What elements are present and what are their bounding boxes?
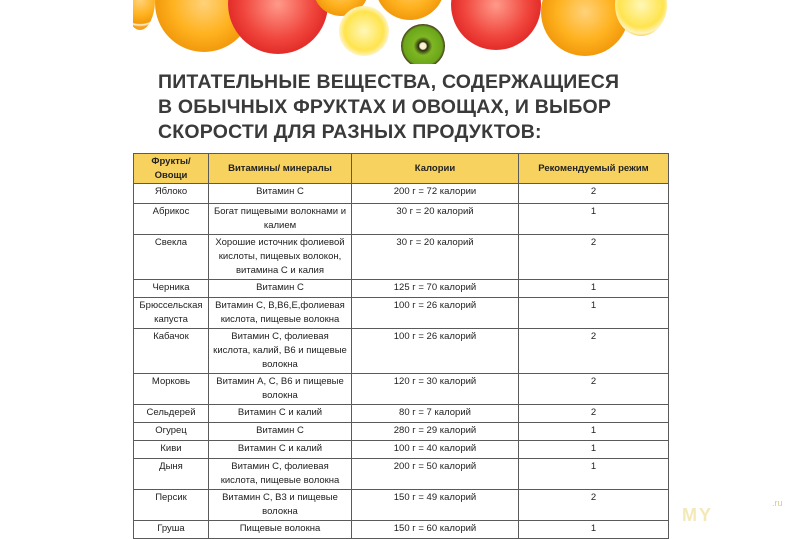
table-row	[134, 280, 669, 298]
cell-calories: 80 г = 7 калорий	[352, 405, 519, 423]
cell-mode: 1	[519, 204, 669, 235]
cell-mode: 1	[519, 441, 669, 459]
cell-vitamins: Витамин С	[209, 423, 352, 441]
orange-slice-image	[133, 0, 155, 30]
table-row	[134, 459, 669, 490]
table-row	[134, 441, 669, 459]
table-row	[134, 490, 669, 521]
cell-calories: 150 г = 60 калорий	[352, 521, 519, 539]
cell-product: Яблоко	[134, 184, 209, 204]
cell-calories: 200 г = 50 калорий	[352, 459, 519, 490]
fruit-banner-image	[133, 0, 668, 64]
grapefruit-slice-image	[451, 0, 541, 50]
cell-vitamins: Витамин С и калий	[209, 405, 352, 423]
cell-product: Груша	[134, 521, 209, 539]
cell-product: Киви	[134, 441, 209, 459]
cell-product: Абрикос	[134, 204, 209, 235]
table-row	[134, 374, 669, 405]
cell-mode: 2	[519, 235, 669, 280]
title-line: СКОРОСТИ ДЛЯ РАЗНЫХ ПРОДУКТОВ:	[158, 121, 542, 143]
cell-mode: 2	[519, 374, 669, 405]
cell-calories: 125 г = 70 калорий	[352, 280, 519, 298]
table-row	[134, 521, 669, 539]
cell-product: Кабачок	[134, 329, 209, 374]
nutrition-table-container	[133, 153, 668, 539]
cell-vitamins: Витамин С, B,B6,E,фолиевая кислота, пищевые волокна	[209, 298, 352, 329]
table-header-row	[134, 154, 669, 184]
cell-mode: 1	[519, 423, 669, 441]
cell-vitamins: Витамин С, фолиевая кислота, калий, В6 и пищевые волокна	[209, 329, 352, 374]
cell-vitamins: Хорошие источник фолиевой кислоты, пищевых волокон, витамина С и калия	[209, 235, 352, 280]
cell-vitamins: Витамин С, В3 и пищевые волокна	[209, 490, 352, 521]
cell-vitamins: Витамин C	[209, 184, 352, 204]
site-watermark: MY	[682, 505, 713, 525]
nutrition-table	[133, 153, 669, 539]
cell-product: Морковь	[134, 374, 209, 405]
title-line: В ОБЫЧНЫХ ФРУКТАХ И ОВОЩАХ, И ВЫБОР	[158, 96, 612, 118]
column-header: Фрукты/ Овощи	[134, 154, 209, 184]
table-row	[134, 423, 669, 441]
cell-calories: 280 г = 29 калорий	[352, 423, 519, 441]
kiwi-slice-image	[401, 24, 445, 64]
cell-mode: 2	[519, 405, 669, 423]
cell-vitamins: Витамин С	[209, 280, 352, 298]
cell-calories: 30 г = 20 калорий	[352, 235, 519, 280]
cell-vitamins: Витамин С и калий	[209, 441, 352, 459]
cell-vitamins: Пищевые волокна	[209, 521, 352, 539]
table-row	[134, 298, 669, 329]
cell-mode: 2	[519, 490, 669, 521]
title-line: ПИТАТЕЛЬНЫЕ ВЕЩЕСТВА, СОДЕРЖАЩИЕСЯ	[158, 71, 620, 93]
cell-calories: 120 г = 30 калорий	[352, 374, 519, 405]
cell-calories: 200 г = 72 калории	[352, 184, 519, 204]
cell-vitamins: Витамин A, C, B6 и пищевые волокна	[209, 374, 352, 405]
column-header: Витамины/ минералы	[209, 154, 352, 184]
lemon-slice-image	[339, 6, 389, 56]
cell-mode: 1	[519, 459, 669, 490]
cell-vitamins: Витамин С, фолиевая кислота, пищевые волокна	[209, 459, 352, 490]
table-row	[134, 405, 669, 423]
cell-calories: 100 г = 40 калорий	[352, 441, 519, 459]
grapefruit-slice-image	[228, 0, 328, 54]
cell-calories: 100 г = 26 калорий	[352, 298, 519, 329]
cell-mode: 1	[519, 521, 669, 539]
cell-product: Черника	[134, 280, 209, 298]
column-header: Рекомендуемый режим	[519, 154, 669, 184]
cell-product: Огурец	[134, 423, 209, 441]
cell-product: Дыня	[134, 459, 209, 490]
site-watermark-suffix: .ru	[772, 498, 783, 508]
cell-calories: 150 г = 49 калорий	[352, 490, 519, 521]
cell-calories: 100 г = 26 калорий	[352, 329, 519, 374]
cell-product: Свекла	[134, 235, 209, 280]
cell-mode: 2	[519, 184, 669, 204]
page-title	[158, 70, 658, 145]
table-row	[134, 235, 669, 280]
cell-mode: 1	[519, 280, 669, 298]
cell-product: Сельдерей	[134, 405, 209, 423]
cell-mode: 1	[519, 298, 669, 329]
table-row	[134, 204, 669, 235]
column-header: Калории	[352, 154, 519, 184]
table-row	[134, 184, 669, 204]
cell-product: Персик	[134, 490, 209, 521]
cell-calories: 30 г = 20 калорий	[352, 204, 519, 235]
cell-vitamins: Богат пищевыми волокнами и калием	[209, 204, 352, 235]
orange-slice-image	[375, 0, 445, 20]
table-row	[134, 329, 669, 374]
cell-mode: 2	[519, 329, 669, 374]
cell-product: Брюссельская капуста	[134, 298, 209, 329]
